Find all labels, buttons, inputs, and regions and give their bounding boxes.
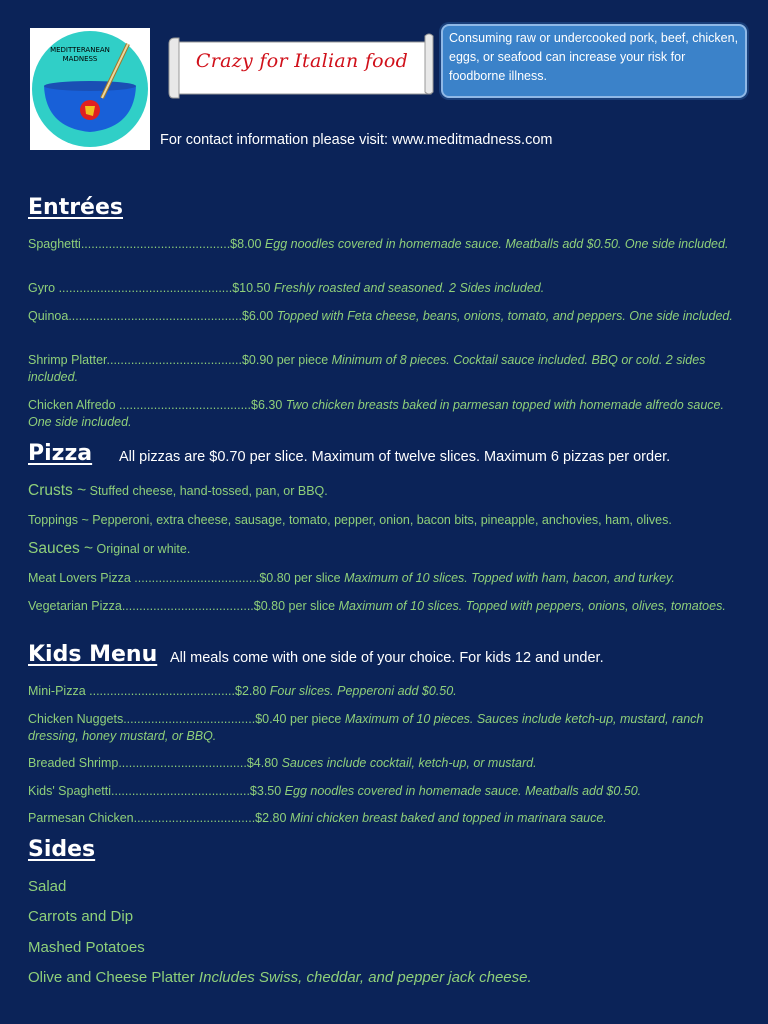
item-name: Spaghetti [28, 237, 81, 251]
menu-item-chicken-alfredo [28, 397, 740, 431]
item-dots: .................................... [130, 571, 260, 585]
pizza-sauces [28, 540, 190, 558]
item-price: $6.30 [251, 398, 283, 412]
sauces-options: Original or white. [93, 542, 191, 556]
item-description: Four slices. Pepperoni add $0.50. [266, 684, 457, 698]
item-dots: ..................................... [118, 756, 247, 770]
item-name: Parmesan Chicken [28, 811, 134, 825]
kids-menu-heading: Kids Menu [28, 642, 158, 667]
side-item-mashed-potatoes [28, 939, 145, 956]
menu-item-meat-lovers-pizza [28, 570, 740, 587]
sides-heading: Sides [28, 837, 96, 862]
item-price: $0.40 per piece [255, 712, 342, 726]
item-name: Chicken Nuggets [28, 712, 124, 726]
side-name: Olive and Cheese Platter [28, 969, 195, 986]
item-dots: .......................................... [85, 684, 235, 698]
pizza-intro: All pizzas are $0.70 per slice. Maximum of twelve slices. Maximum 6 pizzas per order. [119, 449, 671, 465]
item-description: Minimum of 8 pieces. Cocktail sauce included. BBQ or cold. 2 sides included. [28, 353, 706, 384]
restaurant-logo [30, 28, 150, 150]
logo-text-line2: MADNESS [62, 55, 98, 63]
side-name: Mashed Potatoes [28, 939, 145, 956]
side-name: Carrots and Dip [28, 908, 134, 925]
menu-item-quinoa [28, 308, 740, 325]
item-dots: .................................................. [68, 309, 242, 323]
slogan-banner [167, 32, 437, 100]
item-description: Maximum of 10 slices. Topped with peppers, onions, olives, tomatoes. [335, 599, 726, 613]
item-price: $10.50 [232, 281, 271, 295]
menu-item-chicken-nuggets [28, 711, 740, 745]
item-description: Maximum of 10 pieces. Sauces include ketch-up, mustard, ranch dressing, honey mustard, or BBQ. [28, 712, 704, 743]
item-dots: ........................................ [111, 784, 250, 798]
item-description: Sauces include cocktail, ketch-up, or mustard. [278, 756, 537, 770]
side-item-olive-cheese-platter [28, 969, 532, 986]
item-description: Topped with Feta cheese, beans, onions, tomato, and peppers. One side included. [273, 309, 733, 323]
menu-item-mini-pizza [28, 683, 740, 700]
item-dots: ...................................... [121, 599, 254, 613]
item-name: Breaded Shrimp [28, 756, 119, 770]
side-name: Salad [28, 878, 67, 895]
item-name: Gyro [28, 281, 56, 295]
menu-item-shrimp-platter [28, 352, 740, 386]
item-dots: ...................................... [123, 712, 256, 726]
item-price: $0.80 per slice [253, 599, 336, 613]
item-description: Two chicken breasts baked in parmesan topped with homemade alfredo sauce. One side included. [28, 398, 724, 429]
item-dots: ....................................... [106, 353, 242, 367]
pizza-crusts [28, 482, 328, 500]
crusts-options: Stuffed cheese, hand-tossed, pan, or BBQ. [86, 484, 328, 498]
item-description: Mini chicken breast baked and topped in marinara sauce. [286, 811, 607, 825]
kids-menu-intro: All meals come with one side of your choice. For kids 12 and under. [170, 650, 604, 666]
item-name: Mini-Pizza [28, 684, 86, 698]
side-item-carrots-and-dip [28, 908, 133, 925]
item-price: $3.50 [249, 784, 282, 798]
menu-item-vegetarian-pizza [28, 598, 740, 615]
contact-info: For contact information please visit: www.meditmadness.com [160, 132, 553, 148]
sauces-label: Sauces ~ [28, 540, 94, 557]
pizza-toppings: Toppings ~ Pepperoni, extra cheese, sausage, tomato, pepper, onion, bacon bits, pineapple, anchovies, ham, olives. [28, 513, 672, 527]
item-name: Shrimp Platter [28, 353, 107, 367]
item-price: $2.80 [255, 811, 287, 825]
item-description: Freshly roasted and seasoned. 2 Sides included. [270, 281, 545, 295]
menu-item-gyro [28, 280, 740, 297]
menu-item-parmesan-chicken [28, 810, 740, 827]
entrees-heading: Entrées [28, 195, 123, 220]
menu-item-breaded-shrimp [28, 755, 740, 772]
item-dots: ........................................... [80, 237, 231, 251]
item-dots: ...................................... [115, 398, 252, 412]
item-dots: .................................................. [55, 281, 233, 295]
item-price: $0.80 per slice [259, 571, 341, 585]
item-price: $6.00 [241, 309, 274, 323]
item-price: $4.80 [246, 756, 279, 770]
crusts-label: Crusts ~ [28, 482, 87, 499]
item-price: $0.90 per piece [241, 353, 329, 367]
item-name: Meat Lovers Pizza [28, 571, 131, 585]
menu-item-kids-spaghetti [28, 783, 740, 800]
item-name: Kids' Spaghetti [28, 784, 111, 798]
food-safety-warning: Consuming raw or undercooked pork, beef, chicken, eggs, or seafood can increase your risk for foodborne illness. [441, 24, 747, 98]
item-name: Chicken Alfredo [28, 398, 116, 412]
item-description: Egg noodles covered in homemade sauce. Meatballs add $0.50. [281, 784, 642, 798]
side-item-salad [28, 878, 66, 895]
item-name: Quinoa [28, 309, 69, 323]
pizza-heading: Pizza [28, 441, 93, 466]
item-dots: ................................... [133, 811, 256, 825]
slogan-text: Crazy for Italian food [195, 50, 409, 72]
item-name: Vegetarian Pizza [28, 599, 122, 613]
item-description: Egg noodles covered in homemade sauce. Meatballs add $0.50. One side included. [261, 237, 729, 251]
item-price: $8.00 [230, 237, 262, 251]
menu-item-spaghetti [28, 236, 740, 253]
side-description: Includes Swiss, cheddar, and pepper jack cheese. [194, 969, 532, 986]
logo-text-line1: MEDITTERANEAN [50, 46, 110, 54]
item-price: $2.80 [235, 684, 267, 698]
item-description: Maximum of 10 slices. Topped with ham, bacon, and turkey. [340, 571, 675, 585]
